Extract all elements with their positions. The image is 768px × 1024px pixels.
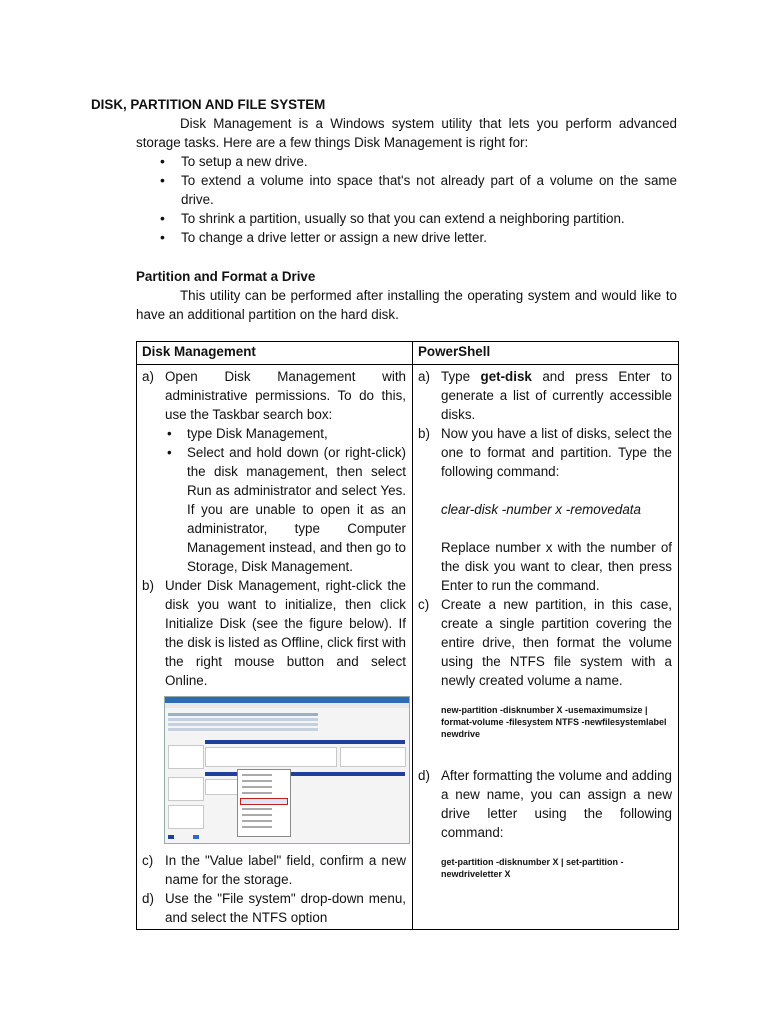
sub-bullet: • Select and hold down (or right-click) the disk management, then select Run as administrator and select Yes. If you are unable to open it as an administrator, type Computer Management instead, and then go to Storage, Disk Management. — [137, 443, 412, 576]
disk-management-column — [137, 365, 413, 930]
step-marker: a) — [142, 369, 154, 384]
step-text-prefix: Type — [441, 369, 481, 384]
ps-step-a — [413, 367, 678, 424]
step-text: Open Disk Management with administrative permissions. To do this, use the Taskbar search box: — [165, 369, 406, 422]
feature-list — [136, 152, 677, 247]
intro-paragraph: Disk Management is a Windows system utility that lets you perform advanced storage tasks. Here are a few things Disk Management is right for: — [136, 116, 677, 150]
step-text: Create a new partition, in this case, create a single partition covering the entire drive, then format the volume using the NTFS file system with a newly created volume a name. — [441, 597, 672, 688]
sub-bullet: • type Disk Management, — [137, 424, 412, 443]
list-item: • To change a drive letter or assign a new drive letter. — [136, 228, 677, 247]
step-marker: b) — [418, 426, 430, 441]
header-disk-management: Disk Management — [137, 342, 413, 365]
step-c — [137, 851, 412, 889]
clear-disk-explanation: Replace number x with the number of the disk you want to clear, then press Enter to run the command. — [441, 540, 672, 593]
ps-step-b — [413, 424, 678, 481]
header-powershell: PowerShell — [413, 342, 679, 365]
command-set-partition: get-partition -disknumber X | set-partition -newdriveletter X — [441, 857, 624, 879]
step-b — [137, 576, 412, 690]
step-a — [137, 367, 412, 424]
command-clear-disk: clear-disk -number x -removedata — [441, 502, 641, 517]
comparison-table — [136, 341, 679, 930]
step-marker: d) — [142, 891, 154, 906]
step-marker: b) — [142, 578, 154, 593]
list-item: • To extend a volume into space that's not already part of a volume on the same drive. — [136, 171, 677, 209]
ps-step-d — [413, 766, 678, 842]
list-item: • To shrink a partition, usually so that you can extend a neighboring partition. — [136, 209, 677, 228]
step-text-suffix: and press Enter to generate a list of currently accessible disks. — [441, 369, 672, 422]
step-d — [137, 889, 412, 927]
step-text: After formatting the volume and adding a new name, you can assign a new drive letter using the following command: — [441, 768, 672, 840]
section-heading: Partition and Format a Drive — [136, 269, 316, 284]
window-menubar — [165, 703, 409, 708]
command-get-disk: get-disk — [480, 369, 532, 384]
step-text: Now you have a list of disks, select the one to format and partition. Type the following command: — [441, 426, 672, 479]
page-heading: DISK, PARTITION AND FILE SYSTEM — [91, 97, 326, 112]
step-marker: a) — [418, 369, 430, 384]
section-paragraph: This utility can be performed after installing the operating system and would like to have an additional partition on the hard disk. — [136, 288, 677, 322]
list-item: • To setup a new drive. — [136, 152, 677, 171]
ps-step-c — [413, 595, 678, 690]
step-text: Use the "File system" drop-down menu, and select the NTFS option — [165, 891, 406, 925]
step-text: Under Disk Management, right-click the disk you want to initialize, then click Initialize Disk (see the figure below). If the disk is listed as Offline, click first with the right mouse button and select Online. — [165, 578, 406, 688]
disk-management-screenshot — [164, 696, 410, 844]
command-new-partition: new-partition -disknumber X -usemaximumsize | format-volume -filesystem NTFS -newfilesystemlabel newdrive — [441, 705, 667, 739]
step-marker: d) — [418, 768, 430, 783]
step-marker: c) — [142, 853, 154, 868]
context-menu — [237, 769, 291, 837]
step-text: In the "Value label" field, confirm a new name for the storage. — [165, 853, 406, 887]
initialize-disk-highlight — [240, 798, 288, 805]
powershell-column — [413, 365, 679, 930]
step-marker: c) — [418, 597, 430, 612]
